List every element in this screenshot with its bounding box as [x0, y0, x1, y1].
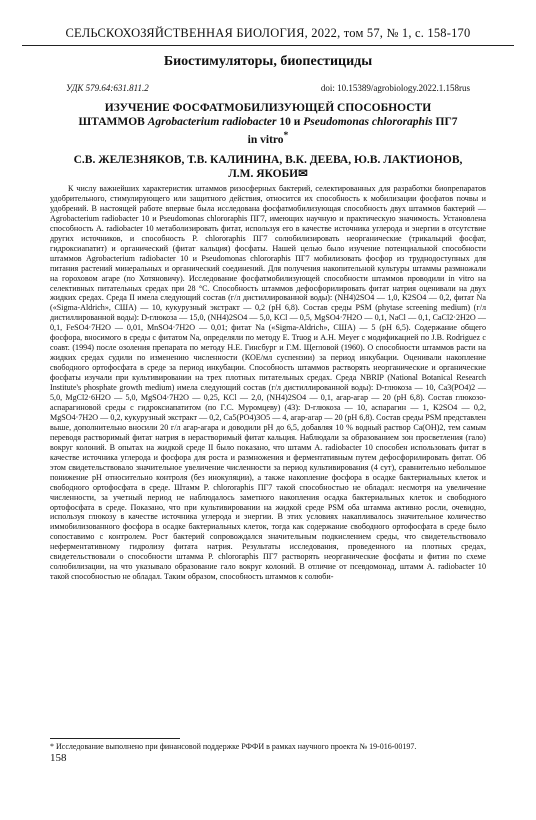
journal-header: СЕЛЬСКОХОЗЯЙСТВЕННАЯ БИОЛОГИЯ, 2022, том 57, № 1, с. 158-170	[65, 26, 471, 40]
title-footnote-mark: *	[283, 130, 289, 141]
doi-link[interactable]: doi: 10.15389/agrobiology.2022.1.158rus	[320, 83, 470, 93]
title-line-2	[40, 115, 496, 129]
header-rule	[22, 45, 514, 46]
authors-line-1: С.В. ЖЕЛЕЗНЯКОВ, Т.В. КАЛИНИНА, В.К. ДЕЕВА, Ю.В. ЛАКТИОНОВ,	[73, 154, 463, 166]
section-title: Биостимуляторы, биопестициды	[163, 54, 373, 69]
abstract	[50, 184, 486, 582]
footnote: * Исследование выполнено при финансовой поддержке РФФИ в рамках научного проекта № 19-016-00197.	[50, 742, 417, 751]
article-title	[40, 101, 496, 147]
abstract-text: К числу важнейших характеристик штаммов ризосферных бактерий, селектированных для разработки биопрепаратов удобрительного, стимулирующего или защитного действия, относится их способность к мобилизации фосфатов почвы и удобрений. В настоящей работе впервые была исследована фосфатмобилизующая способность двух штаммов бактерий — Agrobacterium radiobacter 10 и Pseudomonas chlororaphis ПГ7, имеющих научную и практическую значимость. Установлена способность A. radiobacter 10 метаболизировать фитат, используя его в качестве источника углерода и энергии в отсутствие других источников, и способность P. chlororaphis ПГ7 солюбилизировать неорганические (трикальций фосфат, гидроксиапатит) и органический (фитат кальция) фосфаты. Нашей целью было изучение потенциальной способности штаммов Agrobacterium radiobacter 10 и Pseudomonas chlororaphis ПГ7 мобилизовать фосфор из труднодоступных для питания растений минеральных и органический соединений. Для получения накопительной культуры штаммы размножали на гороховом агаре (по Хотяновичу). Исследование фосфатмобилизующей способности штаммов проводили in vitro на селективных питательных средах при 28 °С. Способность штаммов дефосфорилировать фитат натрия оценивали на двух жидких средах. Среда II имела следующий состав (г/л дистиллированной воды): (NH4)2SO4 — 1,0, K2SO4 — 0,2, фитат Na («Sigma-Aldrich», США) — 10, кукурузный экстракт — 0,2 (pH 6,8). Состав среды PSM (phytase screening medium) (г/л дистиллированной воды): D-глюкоза — 15,0, (NH4)2SO4 — 5,0, KCl — 0,5, MgSO4·7H2O — 0,1, NaCl — 0,1, CaCl2·2H2O — 0,1, FeSO4·7H2O — 0,01, MnSO4·7H2O — 0,01; фитат Na («Sigma-Aldrich», США) — 5 (pH 6,5). Содержание общего фосфора, вносимого в среды с фитатом Na, определяли по методу E. Truog и A.H. Meyer с модификацией по J.B. Rodriguez с соавт. (1994) после озоления препарата по методу Н.Е. Гинсбург и Г.М. Щегловой (1960). О способности штаммов расти на жидких средах судили по изменению численности (КОЕ/мл суспензии) за период инкубации. Оценивали накопление свободного ортофосфата в среде за период инкубации. Способность штаммов растворять неорганические и органические фосфаты изучали при культивировании на трех плотных питательных средах. Среда NBRIP (National Botanical Research Institute's phosphate growth medium) имела следующий состав (г/л дистиллированной воды): D-глюкоза — 10, Ca3(PO4)2 — 5,0, MgCl2·6H2O — 5,0, MgSO4·7H2O — 0,25, KCl — 2,0, (NH4)2SO4 — 0,1, агар-агар — 20 (pH 6,8). Состав глюкозо-аспарагиновой среды с гидроксиапатитом (по Г.С. Муромцеву) (43): D-глюкоза — 10, аспарагин — 1, K2SO4 — 0,2, MgSO4·7H2O — 0,2, кукурузный экстракт — 0,2, Ca5(PO4)3O5 — 4, агар-агар — 20 (pH 6,8). Состав среды PSM представлен выше, дополнительно вносили 20 г/л агар-агара и доводили pH до 6,5, добавляя 10 % водный раствор Ca(OH)2, тем самым переводя растворимый фитат натрия в нерастворимый фитат кальция. Наблюдали за образованием зон просветления (гало) вокруг колоний. В опытах на жидкой среде II было показано, что штамм A. radiobacter 10 способен использовать фитат в качестве источника углерода и фосфора для роста и размножения и ферментативным путем дефосфорилировать фитат. Об этом свидетельствовало значительное увеличение численности за период культивирования (4 сут), сравнительно небольшое понижение pH относительно контроля (без инокуляции), а также накопление фосфора в осадке бактериальных клеток и свободного ортофосфата в среде. Штамм P. chlororaphis ПГ7 такой способностью не обладал: несмотря на увеличение численности, за учетный период не наблюдалось заметного накопления осадка бактериальных клеток и свободного ортофосфата в среде. Показано, что при культивировании на жидкой среде PSM оба штамма активно росли, очевидно, используя глюкозу в качестве источника углерода и энергии. В этих условиях накапливалось значительное количество иммобилизованного фосфора в осадке бактериальных клеток, тогда как содержание свободного ортофосфата в среде было сопоставимо с контролем. Рост бактерий сопровождался значительным подкислением среды, что свидетельствовало неферментативному гидролизу фитата натрия. Результаты исследования, проведенного на плотных средах, свидетельствовали о способности штамма P. chlororaphis ПГ7 растворять неорганические фосфаты и фитин по схеме солюбилизации, на что указывало образование гало вокруг колоний. В отличие от псевдомонад, штамм A. radiobacter 10 такой способностью не обладал. Таким образом, способность штаммов к солюби-	[50, 184, 486, 582]
authors-line-2: Л.М. ЯКОБИ✉	[228, 168, 308, 180]
title-line-1: ИЗУЧЕНИЕ ФОСФАТМОБИЛИЗУЮЩЕЙ СПОСОБНОСТИ	[104, 102, 432, 114]
title-species-2: Pseudomonas chlororaphis	[303, 116, 433, 128]
title-species-1: Agrobacterium radiobacter	[147, 116, 277, 128]
title-mid-1: 10 и	[279, 116, 301, 128]
title-mid-2: ПГ7	[435, 116, 458, 128]
footnote-rule	[50, 738, 180, 739]
page-number: 158	[50, 752, 67, 764]
title-suffix: in vitro	[247, 133, 284, 146]
title-prefix: ШТАММОВ	[78, 116, 145, 128]
author-list	[40, 153, 496, 181]
udk-code: УДК 579.64:631.811.2	[66, 83, 149, 93]
title-line-3	[40, 129, 496, 147]
meta-row	[66, 83, 470, 93]
